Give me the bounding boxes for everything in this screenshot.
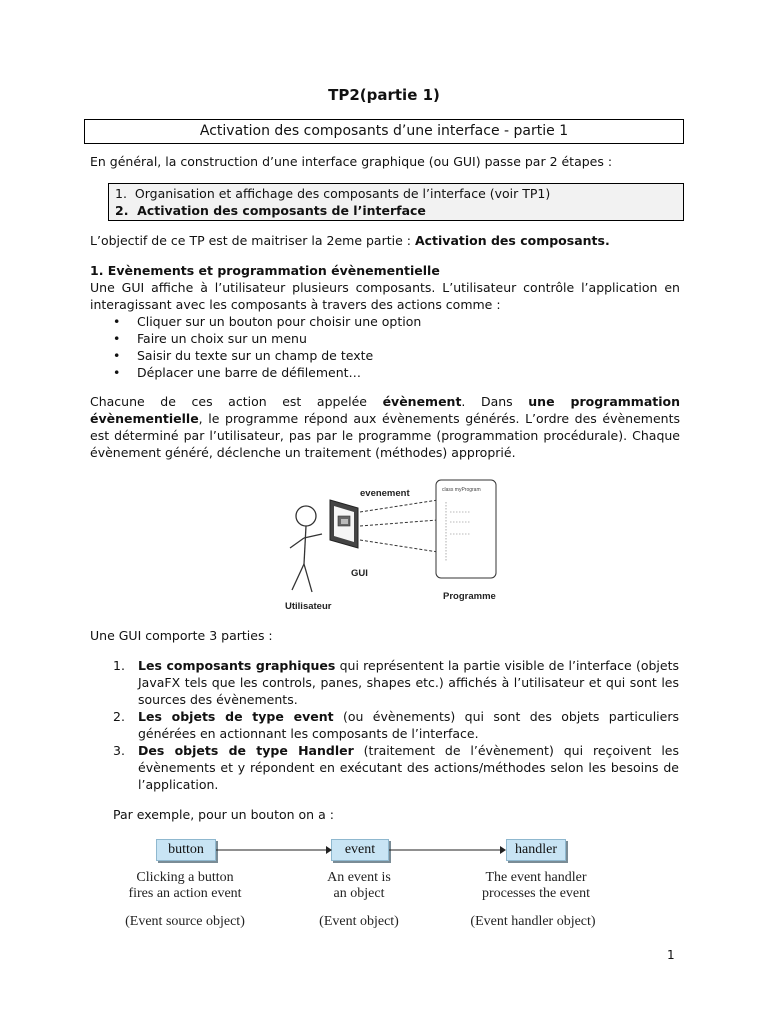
part-item: 2. Les objets de type event (ou évènements) qui sont des objets particuliers générées en actionnant les composants de l’interface.	[113, 709, 679, 741]
type-handler: (Event handler object)	[470, 914, 596, 929]
bullet-item: • Cliquer sur un bouton pour choisir une option	[113, 314, 422, 329]
user-figure-icon	[290, 506, 322, 592]
bullet-item: • Déplacer une barre de défilement…	[113, 365, 362, 380]
step-item: 1. Organisation et affichage des composants de l’interface (voir TP1)	[115, 186, 551, 201]
button-box: button	[156, 839, 216, 861]
part-item: 3. Des objets de type Handler (traitement de l’évènement) qui reçoivent les évènements et y répondent en exécutant des actions/méthodes selon les besoins de l’application.	[113, 743, 679, 792]
svg-text:class myProgram: class myProgram	[442, 487, 481, 493]
caption-handler: The event handler processes the event	[481, 870, 591, 901]
handler-box: handler	[506, 839, 566, 861]
arrow-right-icon	[326, 846, 332, 854]
caption-button: Clicking a button fires an action event	[128, 870, 242, 901]
type-event: (Event object)	[319, 914, 399, 929]
example-intro: Par exemple, pour un bouton on a :	[113, 807, 334, 822]
program-box	[436, 480, 496, 578]
gui-label: GUI	[351, 568, 368, 579]
bullet-item: • Saisir du texte sur un champ de texte	[113, 348, 374, 363]
caption-event: An event is an object	[327, 870, 391, 901]
subtitle-box	[84, 119, 684, 144]
section-heading: 1. Evènements et programmation évènementielle	[90, 263, 440, 278]
utilisateur-label: Utilisateur	[285, 601, 332, 612]
objective-text: L’objectif de ce TP est de maitriser la 2eme partie : Activation des composants.	[90, 233, 610, 248]
intro-text: En général, la construction d’une interface graphique (ou GUI) passe par 2 étapes :	[90, 154, 613, 169]
arrow-right-icon	[500, 846, 506, 854]
programme-label: Programme	[443, 591, 496, 602]
subtitle: Activation des composants d’une interface - partie 1	[199, 123, 569, 139]
flow-arrows	[214, 840, 514, 860]
bullet-item: • Faire un choix sur un menu	[113, 331, 307, 346]
page-title: TP2(partie 1)	[328, 86, 440, 104]
event-paragraph: Chacune de ces action est appelée évènement. Dans une programmation évènementielle, le programme répond aux évènements générés. L’ordre des évènements est déterminé par l’utilisateur, pas par le programme (programmation procédurale). Chaque évènement généré, déclenche un traitement (méthodes) approprié.	[90, 394, 680, 460]
page-number: 1	[667, 948, 675, 962]
evenement-label: evenement	[360, 488, 410, 499]
gui-monitor-icon	[330, 500, 358, 548]
parts-intro: Une GUI comporte 3 parties :	[90, 628, 273, 643]
step-item: 2. Activation des composants de l’interface	[115, 203, 426, 218]
event-box: event	[331, 839, 389, 861]
type-button: (Event source object)	[125, 914, 245, 929]
steps-box	[108, 183, 684, 221]
section-paragraph: Une GUI affiche à l’utilisateur plusieurs composants. L’utilisateur contrôle l’application en interagissant avec les composants à travers des actions comme :	[90, 280, 680, 312]
part-item: 1. Les composants graphiques qui représentent la partie visible de l’interface (objets JavaFX tels que les controls, panes, shapes etc.) affichés à l’utilisateur et qui sont les sources des évènements.	[113, 658, 679, 707]
